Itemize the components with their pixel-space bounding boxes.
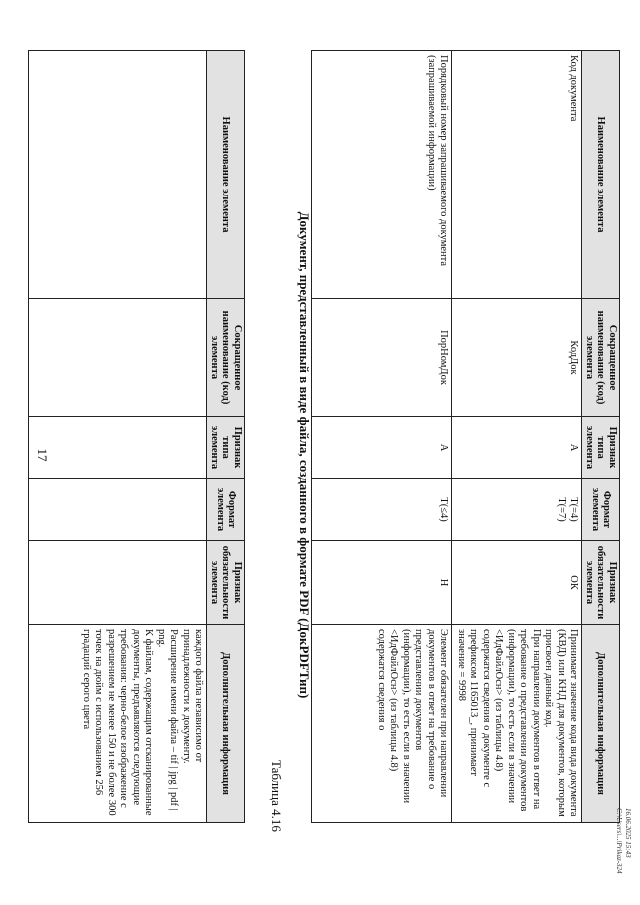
table-label: Таблица 4.16 [269, 760, 284, 832]
cell-format [29, 479, 207, 541]
cell-type: А [312, 417, 452, 479]
cell-required: ОК [452, 541, 582, 625]
table-row [452, 51, 582, 823]
column-header: Формат элемента [582, 479, 620, 541]
cell-name [29, 51, 207, 299]
cell-type: А [452, 417, 582, 479]
column-header: Признак типа элемента [582, 417, 620, 479]
cell-code: ПорНомДок [312, 299, 452, 417]
table-caption: Документ, представленный в виде файла, созданного в формате PDF (ДокPDFТип) [297, 211, 312, 699]
cell-info: Элемент обязателен при направлении документов в ответ на требование о представлении документов (информации), то есть если в значении <ИдФайлОсн> (из таблицы 4.8) содержатся сведения о [312, 625, 452, 823]
column-header: Дополнительная информация [207, 625, 245, 823]
cell-name: Код документа [452, 51, 582, 299]
cell-format: T(=4) T(=7) [452, 479, 582, 541]
column-header: Признак типа элемента [207, 417, 245, 479]
table-4-16 [312, 50, 621, 823]
column-header: Сокращенное наименование (код) элемента [582, 299, 620, 417]
footer-stamp: 16.06.2025 15:43 C:\Users\...\Prikaz-324 [615, 808, 632, 874]
cell-format: T(≤4) [312, 479, 452, 541]
table-header-row [582, 51, 620, 823]
column-header: Наименование элемента [207, 51, 245, 299]
column-header: Признак обязательности элемента [582, 541, 620, 625]
cell-info: Принимает значение кода вида документа (КВД) или КНД для документов, которым присвоен данный код. При направлении документов в ответ на требование о представлении документов (информации), то есть если в значении <ИдФайлОсн> (из таблицы 4.8) содержатся сведения о документе с префиксом 1165013_, принимает значение = 9998 [452, 625, 582, 823]
column-header: Формат элемента [207, 479, 245, 541]
cell-name: Порядковый номер запрашиваемого документа (запрашиваемой информации) [312, 51, 452, 299]
table-row [312, 51, 452, 823]
cell-type [29, 417, 207, 479]
table-row [29, 51, 207, 823]
table-header-row [207, 51, 245, 823]
cell-required [29, 541, 207, 625]
column-header: Дополнительная информация [582, 625, 620, 823]
cell-info: каждого файла независимо от принадлежности к документу. Расширение имени файла – tif | jpg | pdf | png. К файлам, содержащим отсканированные документы, предъявляются следующие требования: черно-белое изображение с разрешением не менее 150 и не более 300 точек на дюйм с использованием 256 градаций серого цвета [29, 625, 207, 823]
continued-table [29, 50, 246, 823]
column-header: Сокращенное наименование (код) элемента [207, 299, 245, 417]
cell-code: КодДок [452, 299, 582, 417]
cell-code [29, 299, 207, 417]
cell-required: Н [312, 541, 452, 625]
page-number: 17 [35, 448, 50, 462]
column-header: Наименование элемента [582, 51, 620, 299]
column-header: Признак обязательности элемента [207, 541, 245, 625]
